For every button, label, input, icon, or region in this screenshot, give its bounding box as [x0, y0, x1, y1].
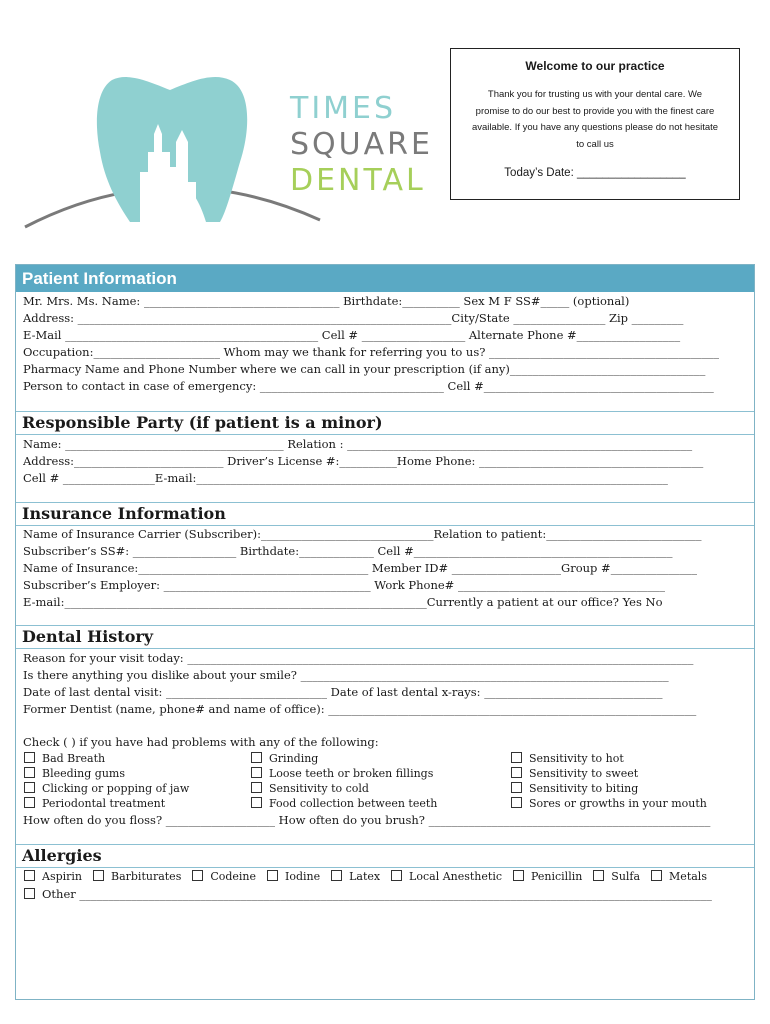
- form-line-last-visit[interactable]: Date of last dental visit: ____________________________ Date of last dental x-rays: _______________________________: [23, 685, 663, 699]
- checkbox-label: Bad Breath: [42, 752, 106, 765]
- form-line-resp-name[interactable]: Name: ______________________________________ Relation : ____________________________________________________________: [23, 437, 693, 451]
- checkbox-label: Sulfa: [611, 870, 641, 883]
- section-title: Insurance Information: [22, 504, 226, 523]
- form-line-emergency[interactable]: Person to contact in case of emergency: ________________________________ Cell #________________________________________: [23, 379, 714, 393]
- checkbox-bad-breath[interactable]: [24, 752, 105, 765]
- check-intro: Check ( ) if you have had problems with any of the following:: [23, 735, 379, 749]
- form-line-resp-cell[interactable]: Cell # ________________E-mail:__________________________________________________________________________________: [23, 471, 668, 485]
- checkbox-label: Aspirin: [42, 870, 83, 883]
- form-line-smile[interactable]: Is there anything you dislike about your smile? ________________________________________________________________: [23, 668, 669, 682]
- checkbox-label: Clicking or popping of jaw: [42, 782, 190, 795]
- checkbox-label: Barbiturates: [110, 870, 182, 883]
- form-line-pharmacy[interactable]: Pharmacy Name and Phone Number where we can call in your prescription (if any)__________________________________: [23, 362, 706, 376]
- checkbox-label: Iodine: [284, 870, 321, 883]
- section-header-insurance: [16, 502, 754, 526]
- checkbox-bleeding-gums[interactable]: [24, 767, 125, 780]
- section-header-allergies: [16, 844, 754, 868]
- section-header-responsible: [16, 411, 754, 435]
- welcome-line: available. If you have any questions please do not hesitate: [471, 122, 719, 133]
- checkbox-sulfa[interactable]: [593, 870, 640, 883]
- checkbox-loose-teeth[interactable]: [251, 767, 433, 780]
- welcome-line: to call us: [576, 138, 614, 150]
- welcome-text: [459, 87, 731, 153]
- checkbox-iodine[interactable]: [267, 870, 320, 883]
- checkbox-label: Sensitivity to biting: [529, 782, 639, 795]
- brand-word-3: DENTAL: [290, 163, 426, 198]
- checkbox-local-anesthetic[interactable]: [391, 870, 502, 883]
- form-line-address[interactable]: Address: _________________________________________________________________City/State ________________ Zip _________: [23, 311, 684, 325]
- checkbox-label: Bleeding gums: [42, 767, 126, 780]
- checkbox-label: Sensitivity to cold: [269, 782, 369, 795]
- checkbox-sens-sweet[interactable]: [511, 767, 638, 780]
- form-line-reason[interactable]: Reason for your visit today: ________________________________________________________________________________________: [23, 651, 694, 665]
- checkbox-label: Other ______________________________________________________________________________________________________________: [42, 887, 712, 901]
- patient-form: [15, 264, 755, 1000]
- form-line-occupation[interactable]: Occupation:______________________ Whom may we thank for referring you to us? ________________________________________: [23, 345, 720, 359]
- checkbox-grinding[interactable]: [251, 752, 318, 765]
- welcome-title: Welcome to our practice: [525, 59, 665, 73]
- checkbox-penicillin[interactable]: [513, 870, 582, 883]
- checkbox-label: Sores or growths in your mouth: [529, 797, 707, 810]
- practice-logo: [20, 72, 433, 242]
- checkbox-label: Grinding: [269, 752, 319, 765]
- checkbox-food[interactable]: [251, 797, 437, 810]
- checkbox-aspirin[interactable]: [24, 870, 82, 883]
- form-line-email[interactable]: E-Mail ____________________________________________ Cell # __________________ Alternate Phone #__________________: [23, 328, 681, 342]
- welcome-box: [450, 48, 740, 200]
- section-title: Responsible Party (if patient is a minor): [22, 413, 383, 432]
- form-line-employer[interactable]: Subscriber’s Employer: ____________________________________ Work Phone# ____________________________________: [23, 578, 665, 592]
- allergy-list: [24, 869, 707, 883]
- brand-word-2: SQUARE: [290, 127, 433, 162]
- welcome-line: Thank you for trusting us with your dental care. We: [487, 89, 703, 100]
- form-line-ins-email[interactable]: E-mail:_______________________________________________________________Currently a patient at our office? Yes No: [23, 595, 663, 609]
- section-title: Dental History: [22, 627, 154, 646]
- checkbox-label: Penicillin: [530, 870, 583, 883]
- checkbox-latex[interactable]: [331, 870, 380, 883]
- checkbox-metals[interactable]: [651, 870, 707, 883]
- checkbox-label: Codeine: [210, 870, 257, 883]
- form-line-resp-address[interactable]: Address:__________________________ Driver’s License #:__________Home Phone: _______________________________________: [23, 454, 704, 468]
- checkbox-label: Latex: [349, 870, 381, 883]
- form-line-carrier[interactable]: Name of Insurance Carrier (Subscriber):______________________________Relation to patient:___________________________: [23, 527, 702, 541]
- checkbox-label: Sensitivity to hot: [529, 752, 624, 765]
- brand-word-1: TIMES: [290, 91, 397, 126]
- checkbox-label: Sensitivity to sweet: [529, 767, 639, 780]
- checkbox-label: Loose teeth or broken fillings: [269, 767, 434, 780]
- form-line-floss[interactable]: How often do you floss? ___________________ How often do you brush? _________________________________________________: [23, 813, 711, 827]
- checkbox-codeine[interactable]: [192, 870, 256, 883]
- checkbox-jaw[interactable]: [24, 782, 189, 795]
- welcome-line: promise to do our best to provide you with the finest care: [475, 105, 715, 117]
- checkbox-sores[interactable]: [511, 797, 707, 810]
- section-header-dental: [16, 625, 754, 649]
- checkbox-sens-biting[interactable]: [511, 782, 638, 795]
- section-title: Patient Information: [22, 269, 177, 288]
- section-header-patient: [16, 265, 754, 292]
- form-line-member[interactable]: Name of Insurance:________________________________________ Member ID# ___________________Group #_______________: [23, 561, 697, 575]
- checkbox-periodontal[interactable]: [24, 797, 165, 810]
- checkbox-barbiturates[interactable]: [93, 870, 181, 883]
- checkbox-sens-hot[interactable]: [511, 752, 624, 765]
- checkbox-other[interactable]: [24, 887, 712, 901]
- checkbox-sens-cold[interactable]: [251, 782, 369, 795]
- section-title: Allergies: [22, 846, 102, 865]
- form-line-former-dentist[interactable]: Former Dentist (name, phone# and name of office): ________________________________________________________________: [23, 702, 697, 716]
- form-line-ss[interactable]: Subscriber’s SS#: __________________ Birthdate:_____________ Cell #_____________________________________________: [23, 544, 673, 558]
- todays-date-field[interactable]: Today’s Date: _________________: [504, 167, 686, 179]
- checkbox-label: Food collection between teeth: [269, 797, 438, 810]
- checkbox-label: Local Anesthetic: [409, 870, 503, 883]
- form-line-name[interactable]: Mr. Mrs. Ms. Name: __________________________________ Birthdate:__________ Sex M F SS#_____ (optional): [23, 294, 630, 308]
- checkbox-label: Periodontal treatment: [42, 797, 166, 810]
- checkbox-label: Metals: [669, 870, 707, 883]
